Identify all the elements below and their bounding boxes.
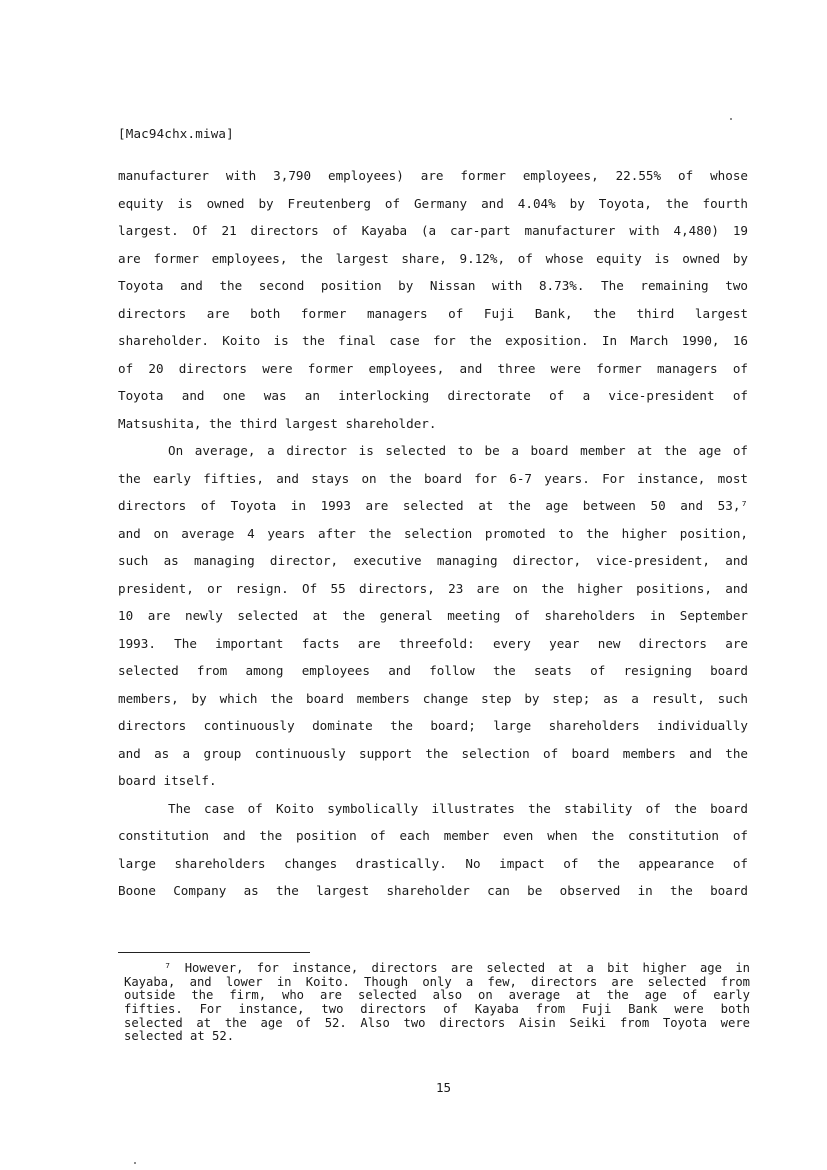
file-header: [Mac94chx.miwa] (118, 126, 234, 141)
body-line: directors of Toyota in 1993 are selected at the age between 50 and 53,⁷ (118, 498, 748, 513)
body-line: directors continuously dominate the board; large shareholders individually (118, 718, 748, 733)
body-line: The case of Koito symbolically illustrates the stability of the board (168, 800, 748, 816)
body-line: and on average 4 years after the selection promoted to the higher position, (118, 525, 748, 541)
scan-speck (134, 1162, 136, 1164)
footnote-divider (118, 952, 310, 953)
body-line: directors are both former managers of Fuji Bank, the third largest (118, 305, 748, 321)
body-line: of 20 directors were former employees, and three were former managers of (118, 360, 748, 376)
body-line: president, or resign. Of 55 directors, 23 are on the higher positions, and (118, 580, 748, 596)
body-line: constitution and the position of each member even when the constitution of (118, 828, 748, 843)
body-line: such as managing director, executive managing director, vice-president, and (118, 553, 748, 568)
body-line: large shareholders changes drastically. No impact of the appearance of (118, 855, 748, 871)
body-line: shareholder. Koito is the final case for the exposition. In March 1990, 16 (118, 333, 748, 348)
body-line: selected from among employees and follow the seats of resigning board (118, 663, 748, 678)
body-line: Boone Company as the largest shareholder can be observed in the board (118, 883, 748, 898)
footnote-line: selected at 52. (124, 1030, 235, 1044)
body-line: board itself. (118, 773, 217, 788)
body-line: Toyota and the second position by Nissan with 8.73%. The remaining two (118, 278, 748, 293)
body-line: 10 are newly selected at the general meeting of shareholders in September (118, 608, 748, 623)
body-line: largest. Of 21 directors of Kayaba (a car-part manufacturer with 4,480) 19 (118, 223, 748, 238)
body-line: the early fifties, and stays on the board for 6-7 years. For instance, most (118, 470, 748, 486)
body-line: and as a group continuously support the selection of board members and the (118, 745, 748, 761)
footnote-line: ⁷ However, for instance, directors are selected at a bit higher age in (164, 962, 750, 975)
footnote-line: selected at the age of 52. Also two directors Aisin Seiki from Toyota were (124, 1016, 750, 1030)
body-line: 1993. The important facts are threefold: every year new directors are (118, 635, 748, 651)
body-line: manufacturer with 3,790 employees) are former employees, 22.55% of whose (118, 168, 748, 183)
body-line: equity is owned by Freutenberg of Germany and 4.04% by Toyota, the fourth (118, 195, 748, 211)
body-line: On average, a director is selected to be a board member at the age of (168, 443, 748, 458)
footnote (124, 962, 750, 1044)
footnote-line: outside the firm, who are selected also on average at the age of early (124, 989, 750, 1003)
body-line: Toyota and one was an interlocking directorate of a vice-president of (118, 388, 748, 403)
body-line: members, by which the board members change step by step; as a result, such (118, 690, 748, 706)
footnote-line: fifties. For instance, two directors of Kayaba from Fuji Bank were both (124, 1003, 750, 1017)
body-line: are former employees, the largest share, 9.12%, of whose equity is owned by (118, 250, 748, 266)
body-line: Matsushita, the third largest shareholder. (118, 415, 437, 431)
footnote-line: Kayaba, and lower in Koito. Though only a few, directors are selected from (124, 975, 750, 989)
page-number: 15 (436, 1080, 452, 1095)
body-text (118, 162, 748, 905)
scan-speck (730, 118, 732, 120)
